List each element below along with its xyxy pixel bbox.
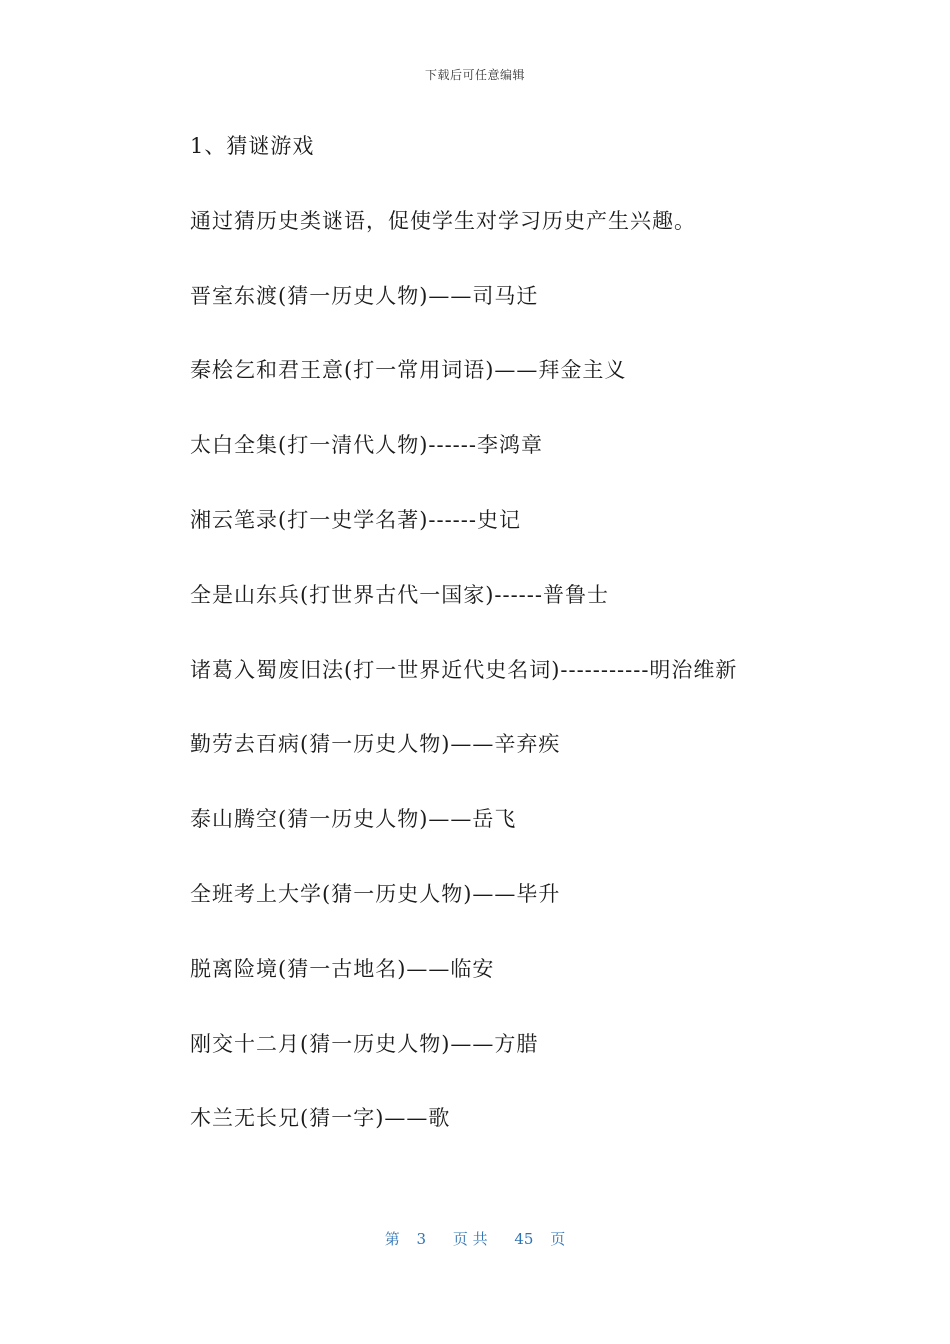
riddle-line: 湘云笔录(打一史学名著)------史记 [190, 507, 521, 532]
footer-label-page: 第 [384, 1230, 400, 1248]
document-body [190, 128, 890, 1175]
riddle-line: 太白全集(打一清代人物)------李鸿章 [190, 433, 543, 458]
riddle-line: 勤劳去百病(猜一历史人物)——辛弃疾 [190, 732, 561, 757]
riddle-line: 刚交十二月(猜一历史人物)——方腊 [190, 1031, 539, 1056]
riddle-line: 泰山腾空(猜一历史人物)——岳飞 [190, 807, 517, 832]
footer-total-pages: 45 [514, 1230, 534, 1248]
footer-current-page: 3 [416, 1230, 427, 1248]
riddle-line: 全是山东兵(打世界古代一国家)------普鲁士 [190, 582, 609, 607]
riddle-line: 诸葛入蜀废旧法(打一世界近代史名词)-----------明治维新 [190, 657, 738, 682]
footer-label-page-of: 页 共 [452, 1230, 488, 1248]
riddle-line: 全班考上大学(猜一历史人物)——毕升 [190, 881, 561, 906]
riddle-line: 秦桧乞和君王意(打一常用词语)——拜金主义 [190, 358, 627, 383]
riddle-line: 木兰无长兄(猜一字)——歌 [190, 1106, 451, 1131]
riddle-line: 脱离险境(猜一古地名)——临安 [190, 956, 495, 981]
page-footer [0, 1228, 950, 1249]
footer-label-page-end: 页 [550, 1230, 566, 1248]
section-intro: 通过猜历史类谜语，促使学生对学习历史产生兴趣。 [190, 208, 696, 233]
header-note: 下载后可任意编辑 [424, 68, 525, 82]
riddle-line: 晋室东渡(猜一历史人物)——司马迁 [190, 283, 539, 308]
section-heading: 1、猜谜游戏 [190, 134, 315, 158]
